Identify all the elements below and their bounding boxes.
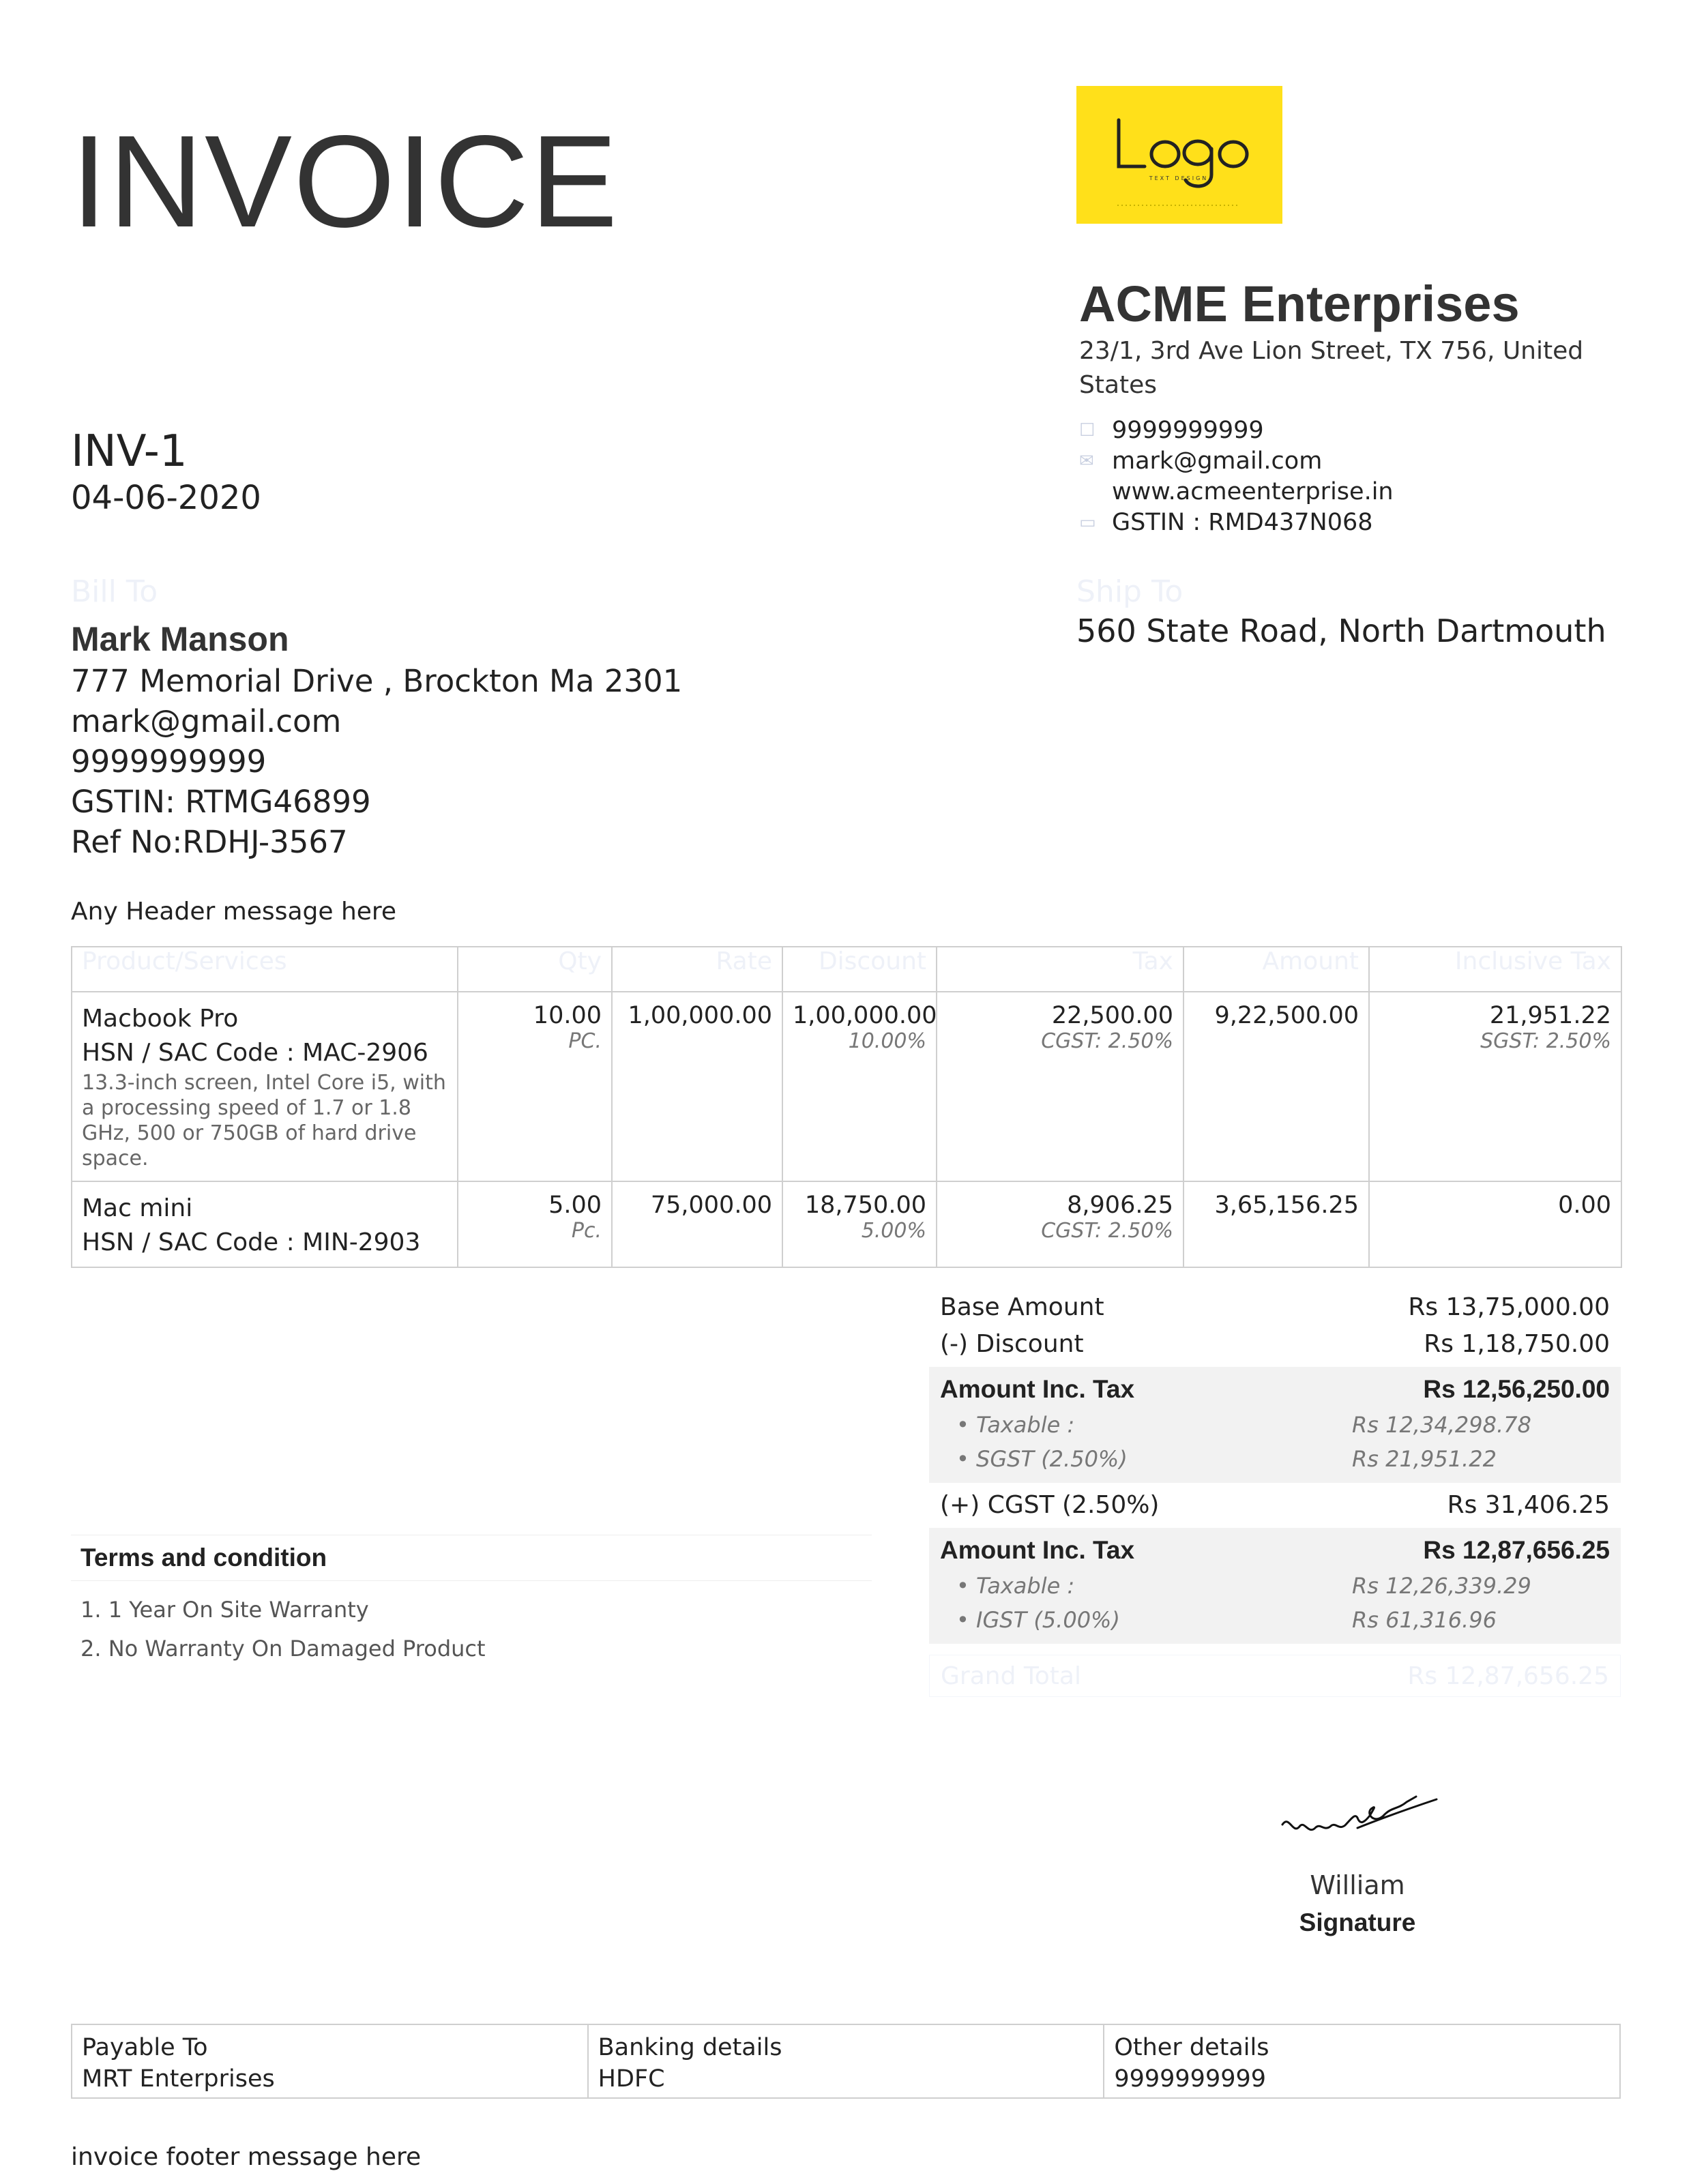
company-contacts: [1079, 415, 1611, 537]
signature-block: [1255, 1760, 1460, 1937]
table-row: [72, 992, 1621, 1181]
other-details-label: Other details: [1114, 2034, 1269, 2061]
qty-unit: PC.: [568, 1029, 602, 1053]
tax-value: 22,500.00: [1051, 1002, 1173, 1029]
mail-icon: ✉: [1079, 450, 1094, 471]
customer-email: mark@gmail.com: [71, 703, 342, 739]
table-header-row: [72, 947, 1621, 992]
amount-inc-tax-block-2: [929, 1528, 1621, 1644]
company-gstin-text: GSTIN : RMD437N068: [1112, 508, 1373, 536]
col-header-amount: Amount: [1183, 947, 1369, 992]
inclusive-tax-cell: [1369, 1181, 1621, 1267]
inclusive-tax-value: 21,951.22: [1489, 1002, 1611, 1029]
cgst-label: (+) CGST (2.50%): [940, 1491, 1160, 1519]
totals-summary: [929, 1289, 1621, 1697]
rate-value: 75,000.00: [650, 1192, 772, 1219]
amount-inc-tax-row: [929, 1371, 1621, 1408]
terms-title: Terms and condition: [71, 1535, 872, 1581]
amount-value: 3,65,156.25: [1214, 1192, 1359, 1219]
sgst-value: Rs 21,951.22: [1352, 1446, 1497, 1472]
col-header-tax: Tax: [937, 947, 1183, 992]
payable-to-label: Payable To: [82, 2034, 208, 2061]
ship-to-label: Ship To: [1076, 574, 1183, 609]
tax-value: 8,906.25: [1067, 1192, 1173, 1219]
discount-percent: 5.00%: [861, 1219, 926, 1243]
payable-to: [72, 2025, 589, 2097]
signature-image: [1255, 1760, 1460, 1862]
taxable-row: [929, 1569, 1621, 1603]
sgst-label: • SGST (2.50%): [956, 1446, 1128, 1472]
customer-gstin: GSTIN: RTMG46899: [71, 784, 371, 820]
invoice-date: 04-06-2020: [71, 479, 261, 517]
tax-cell: [937, 1181, 1183, 1267]
payment-details: [71, 2024, 1621, 2099]
discount-value: 1,00,000.00: [793, 1002, 937, 1029]
discount-value: 18,750.00: [804, 1192, 926, 1219]
customer-name: Mark Manson: [71, 620, 289, 658]
grand-total-value: Rs 12,87,656.25: [1407, 1662, 1609, 1690]
qty-value: 10.00: [533, 1002, 602, 1029]
phone-icon: ☐: [1079, 419, 1096, 441]
amount-cell: [1183, 1181, 1369, 1267]
igst-label: • IGST (5.00%): [956, 1607, 1120, 1633]
invoice-number: INV-1: [71, 426, 188, 477]
banking-details: [589, 2025, 1105, 2097]
amount-value: 9,22,500.00: [1214, 1002, 1359, 1029]
base-amount-label: Base Amount: [940, 1293, 1104, 1321]
company-address: 23/1, 3rd Ave Lion Street, TX 756, United States: [1079, 337, 1584, 400]
header-message: Any Header message here: [71, 898, 397, 926]
qty-cell: [458, 1181, 612, 1267]
base-amount-value: Rs 13,75,000.00: [1408, 1293, 1610, 1321]
discount-cell: [782, 992, 937, 1181]
amount-inc-tax-row: [929, 1532, 1621, 1569]
amount-inc-tax-value: Rs 12,56,250.00: [1423, 1375, 1610, 1403]
company-logo: [1076, 86, 1282, 224]
amount-inc-tax-block-1: [929, 1367, 1621, 1483]
inclusive-tax-value: 0.00: [1558, 1192, 1611, 1219]
qty-unit: Pc.: [571, 1219, 602, 1243]
table-row: [72, 1181, 1621, 1267]
rate-cell: [612, 1181, 782, 1267]
company-info: [1079, 276, 1611, 537]
payable-to-value: MRT Enterprises: [82, 2065, 275, 2093]
discount-percent: 10.00%: [848, 1029, 926, 1053]
inclusive-tax-note: SGST: 2.50%: [1480, 1029, 1611, 1053]
product-description: 13.3-inch screen, Intel Core i5, with a processing speed of 1.7 or 1.8 GHz, 500 or 750GB of hard drive space.: [82, 1071, 446, 1170]
igst-row: [929, 1603, 1621, 1637]
inclusive-tax-cell: [1369, 992, 1621, 1181]
discount-value: Rs 1,18,750.00: [1424, 1330, 1610, 1358]
footer-message: invoice footer message here: [71, 2143, 422, 2171]
cgst-row: [929, 1487, 1621, 1524]
amount-cell: [1183, 992, 1369, 1181]
customer-address: 777 Memorial Drive , Brockton Ma 2301: [71, 663, 683, 699]
banking-details-label: Banking details: [598, 2034, 782, 2061]
terms-section: [71, 1535, 872, 1668]
base-amount-row: [929, 1289, 1621, 1326]
amount-inc-tax-label: Amount Inc. Tax: [940, 1536, 1135, 1564]
company-phone-text: 9999999999: [1112, 416, 1264, 444]
product-name: Mac mini: [82, 1194, 193, 1222]
rate-cell: [612, 992, 782, 1181]
col-header-inclusive-tax: Inclusive Tax: [1369, 947, 1621, 992]
qty-cell: [458, 992, 612, 1181]
amount-inc-tax-value: Rs 12,87,656.25: [1423, 1536, 1610, 1564]
sgst-row: [929, 1442, 1621, 1476]
product-hsn: HSN / SAC Code : MIN-2903: [82, 1228, 421, 1256]
company-email-text: mark@gmail.com: [1112, 447, 1323, 475]
id-card-icon: ▭: [1079, 512, 1096, 533]
amount-inc-tax-label: Amount Inc. Tax: [940, 1375, 1135, 1403]
discount-label: (-) Discount: [940, 1330, 1084, 1358]
terms-item: 1. 1 Year On Site Warranty: [80, 1597, 369, 1623]
tax-note: CGST: 2.50%: [1041, 1219, 1173, 1243]
company-website: [1079, 476, 1611, 507]
tax-cell: [937, 992, 1183, 1181]
company-website-text: www.acmeenterprise.in: [1112, 477, 1394, 505]
product-cell: [72, 1181, 458, 1267]
invoice-title: INVOICE: [71, 108, 619, 254]
taxable-value: Rs 12,26,339.29: [1352, 1573, 1531, 1599]
company-name: ACME Enterprises: [1079, 276, 1520, 332]
svg-text:TEXT DESIGN: TEXT DESIGN: [1149, 175, 1209, 181]
customer-phone: 9999999999: [71, 743, 267, 780]
bill-to-block: [71, 617, 682, 862]
banking-details-value: HDFC: [598, 2065, 665, 2093]
col-header-discount: Discount: [782, 947, 937, 992]
other-details-value: 9999999999: [1114, 2065, 1267, 2093]
company-phone: [1079, 415, 1611, 445]
igst-value: Rs 61,316.96: [1352, 1607, 1497, 1633]
items-table: [71, 946, 1622, 1268]
bill-to-label: Bill To: [71, 574, 158, 609]
cgst-value: Rs 31,406.25: [1447, 1491, 1610, 1519]
company-gstin: [1079, 507, 1611, 537]
rate-value: 1,00,000.00: [628, 1002, 772, 1029]
taxable-label: • Taxable :: [956, 1573, 1075, 1599]
grand-total-label: Grand Total: [941, 1662, 1081, 1690]
product-hsn: HSN / SAC Code : MAC-2906: [82, 1039, 428, 1067]
company-email: [1079, 445, 1611, 476]
discount-cell: [782, 1181, 937, 1267]
signature-label: Signature: [1299, 1908, 1416, 1936]
taxable-label: • Taxable :: [956, 1412, 1075, 1438]
col-header-rate: Rate: [612, 947, 782, 992]
product-cell: [72, 992, 458, 1181]
signatory-name: William: [1310, 1870, 1405, 1900]
discount-row: [929, 1326, 1621, 1363]
grand-total-row: [929, 1655, 1621, 1697]
customer-ref-no: Ref No:RDHJ-3567: [71, 824, 348, 860]
taxable-value: Rs 12,34,298.78: [1352, 1412, 1531, 1438]
qty-value: 5.00: [548, 1192, 602, 1219]
terms-item: 2. No Warranty On Damaged Product: [80, 1636, 486, 1662]
other-details: [1104, 2025, 1619, 2097]
ship-to-address: 560 State Road, North Dartmouth: [1076, 613, 1606, 649]
taxable-row: [929, 1408, 1621, 1442]
product-name: Macbook Pro: [82, 1005, 239, 1033]
col-header-product: Product/Services: [72, 947, 458, 992]
tax-note: CGST: 2.50%: [1041, 1029, 1173, 1053]
col-header-qty: Qty: [458, 947, 612, 992]
